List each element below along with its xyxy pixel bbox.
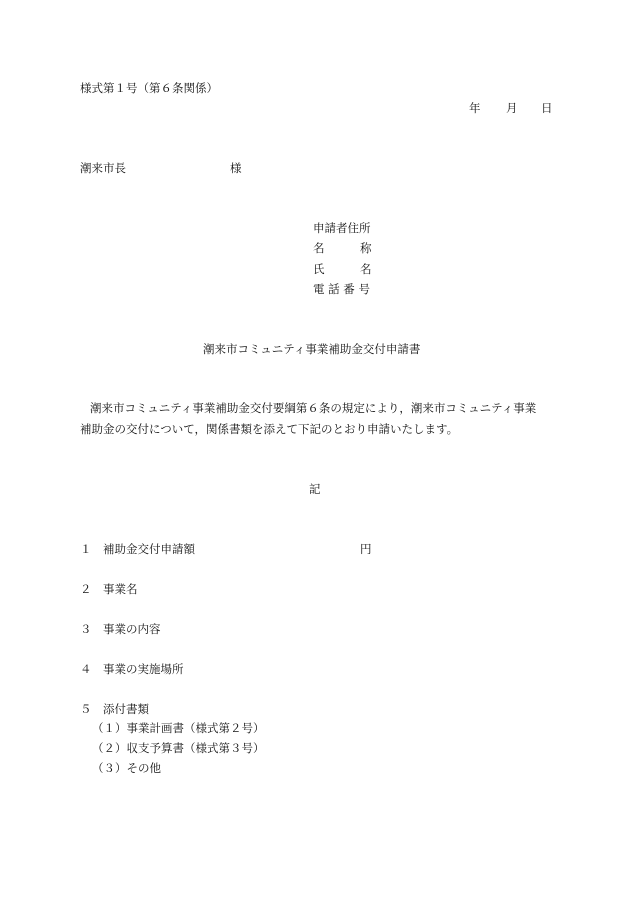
applicant-address-label: 申請者住所 [313, 221, 371, 235]
item-label: 補助金交付申請額 [103, 542, 195, 556]
body-line-1: 潮来市コミュニティ事業補助金交付要綱第６条の規定により，潮来市コミュニティ事業 [90, 401, 537, 415]
item-number: １ [80, 542, 92, 556]
attachment-item: （１）事業計画書（様式第２号） [92, 721, 265, 735]
attachment-item: （２）収支予算書（様式第３号） [92, 741, 265, 755]
item-label: 事業名 [103, 582, 138, 596]
form-number: 様式第１号（第６条関係） [80, 81, 218, 95]
item-label: 事業の実施場所 [103, 662, 184, 676]
addressee-honorific: 様 [230, 161, 242, 175]
date-day: 日 [541, 101, 553, 115]
body-line-2: 補助金の交付について，関係書類を添えて下記のとおり申請いたします。 [80, 422, 459, 436]
item-number: ４ [80, 662, 92, 676]
ki-heading: 記 [309, 482, 321, 496]
applicant-name-label-1: 名 [313, 241, 325, 255]
document-title: 潮来市コミュニティ事業補助金交付申請書 [203, 342, 421, 356]
item-label: 事業の内容 [103, 622, 161, 636]
item-number: ２ [80, 582, 92, 596]
yen-unit: 円 [360, 542, 372, 556]
applicant-phone-label: 電 話 番 号 [313, 282, 370, 296]
item-number: ３ [80, 622, 92, 636]
date-month: 月 [506, 101, 518, 115]
addressee-name: 潮来市長 [80, 161, 126, 175]
applicant-person-label-1: 氏 [313, 262, 325, 276]
item-number: ５ [80, 702, 92, 716]
attachment-item: （３）その他 [92, 761, 161, 775]
applicant-person-label-2: 名 [360, 262, 372, 276]
item-label: 添付書類 [103, 702, 149, 716]
applicant-name-label-2: 称 [360, 241, 372, 255]
date-year: 年 [469, 101, 481, 115]
